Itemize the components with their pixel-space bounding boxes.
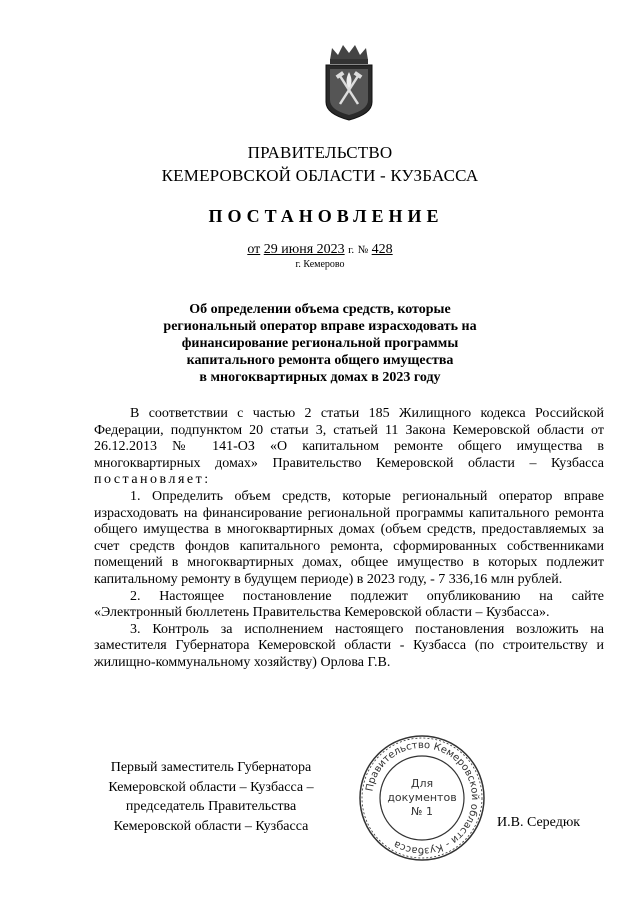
- decree-word: постановляет:: [94, 472, 211, 488]
- preamble-paragraph: [94, 406, 604, 489]
- subject-line: финансирование региональной программы: [181, 336, 459, 351]
- item-1-paragraph: 1. Определить объем средств, которые региональный оператор вправе израсходовать на финансирование региональной программы капитального ремонта общего имущества в многоквартирных домах (объем средств, предоставляемых за счет средств фондов капитального ремонта, сформированных собственниками помещений в многоквартирных домах, общее имущество в которых подлежит капитальному ремонту в будущем периоде) в 2023 году, - 7 336,16 млн рублей.: [94, 488, 604, 587]
- stamp-line3: № 1: [411, 805, 433, 818]
- stamp-line2: документов: [387, 791, 457, 804]
- signatory-position: [88, 758, 334, 836]
- kuzbass-coat-of-arms-icon: [318, 42, 380, 122]
- position-line: Кемеровской области – Кузбасса: [113, 818, 309, 834]
- subject-line: капитального ремонта общего имущества: [186, 353, 454, 368]
- item-3-paragraph: 3. Контроль за исполнением настоящего постановления возложить на заместителя Губернатора Кемеровской области - Кузбасса (по строительству и жилищно-коммунальному хозяйству) Орлова Г.В.: [94, 621, 604, 670]
- year-suffix: г.: [348, 244, 355, 256]
- document-city: г. Кемерово: [295, 259, 345, 270]
- document-body: [94, 406, 604, 672]
- government-name-line2: КЕМЕРОВСКОЙ ОБЛАСТИ - КУЗБАССА: [161, 166, 479, 185]
- position-line: председатель Правительства: [125, 799, 297, 814]
- stamp-ring-text: Правительство Кемеровской области - Кузбасса: [364, 739, 481, 857]
- document-type-title: ПОСТАНОВЛЕНИЕ: [208, 206, 444, 226]
- preamble-text: В соответствии с частью 2 статьи 185 Жилищного кодекса Российской Федерации, подпунктом 20 статьи 3, статьей 11 Закона Кемеровской области от 26.12.2013 № 141-ОЗ «О капитальном ремонте общего имущества в многоквартирных домах» Правительство Кемеровской области – Кузбасса: [94, 406, 604, 471]
- document-number: 428: [371, 242, 393, 257]
- signatory-name: И.В. Середюк: [497, 815, 581, 830]
- position-line: Кемеровской области – Кузбасса –: [108, 779, 314, 795]
- document-subject: [0, 301, 640, 386]
- position-line: Первый заместитель Губернатора: [110, 760, 312, 775]
- subject-line: в многоквартирных домах в 2023 году: [199, 370, 441, 385]
- date-prefix: от: [247, 242, 261, 257]
- number-sign: №: [357, 244, 369, 256]
- subject-line: региональный оператор вправе израсходовать на: [163, 319, 477, 334]
- date-line: [0, 242, 640, 258]
- government-name-line1: ПРАВИТЕЛЬСТВО: [247, 143, 393, 162]
- official-stamp: [357, 733, 487, 863]
- document-date: 29 июня 2023: [263, 242, 345, 257]
- item-2-paragraph: 2. Настоящее постановление подлежит опубликованию на сайте «Электронный бюллетень Правительства Кемеровской области – Кузбасса».: [94, 588, 604, 621]
- stamp-line1: Для: [410, 777, 434, 790]
- subject-line: Об определении объема средств, которые: [189, 302, 451, 317]
